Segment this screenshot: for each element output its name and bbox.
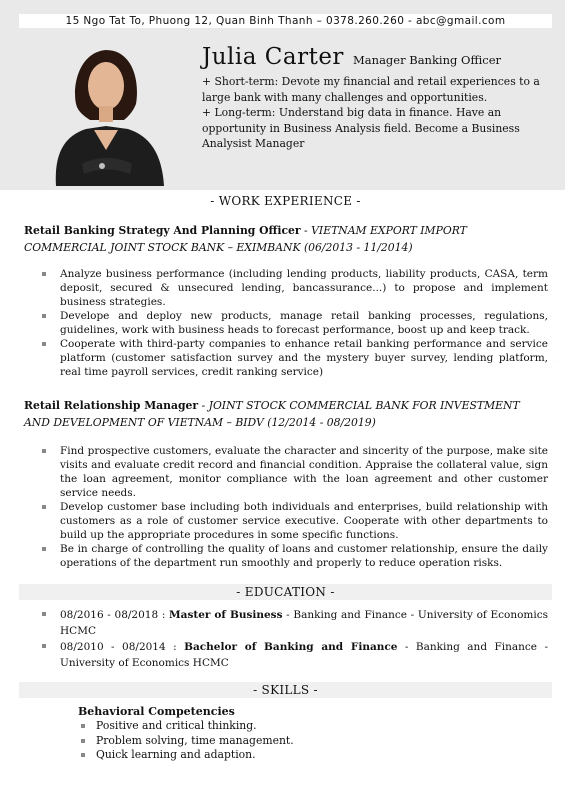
job-1-heading [24, 222, 534, 256]
list-item: Be in charge of controlling the quality of loans and customer relationship, ensure the daily operations of the department run smoothly and properly to reduce operation risks. [40, 542, 548, 570]
job-2-title: Retail Relationship Manager [24, 399, 199, 412]
list-item: Develope and deploy new products, manage retail banking processes, regulations, guidelines, work with business heads to forecast performance, boost up and keep track. [40, 309, 548, 337]
candidate-name: Julia Carter [202, 44, 344, 70]
name-heading [202, 44, 501, 70]
job-1-title: Retail Banking Strategy And Planning Officer [24, 224, 301, 237]
objective-long-term: + Long-term: Understand big data in finance. Have an opportunity in Business Analysis field. Become a Business Analysist Manager [202, 106, 520, 150]
job-1-company: - VIETNAM EXPORT IMPORT COMMERCIAL JOINT STOCK BANK – EXIMBANK (06/2013 - 11/2014) [24, 224, 467, 254]
objective-short-term: + Short-term: Devote my financial and retail experiences to a large bank with many challenges and opportunities. [202, 75, 540, 104]
education-degree: Master of Business [169, 609, 283, 621]
skills-heading: Behavioral Competencies [78, 705, 235, 718]
list-item: Find prospective customers, evaluate the character and sincerity of the purpose, make site visits and evaluate credit record and financial condition. Appraise the collateral value, sign the loan agreement, monitor compliance with the loan agreement and other customer service needs. [40, 444, 548, 500]
education-dates: 08/2016 - 08/2018 : [60, 609, 170, 621]
education-degree: Bachelor of Banking and Finance [184, 641, 398, 653]
list-item: Cooperate with third-party companies to enhance retail banking performance and service platform (customer satisfaction survey and the mystery buyer survey, lending platform, real time payroll services, credit ranking service) [40, 337, 548, 379]
section-education: - EDUCATION - [19, 584, 552, 600]
list-item: Quick learning and adaption. [78, 748, 294, 763]
education-list [40, 607, 548, 671]
education-school: - Banking and Finance - University of Economics HCMC [60, 641, 548, 669]
skills-list [78, 719, 294, 763]
list-item: Problem solving, time management. [78, 734, 294, 749]
list-item: Positive and critical thinking. [78, 719, 294, 734]
education-school: - Banking and Finance - University of Economics HCMC [60, 609, 548, 637]
contact-info: 15 Ngo Tat To, Phuong 12, Quan Binh Thanh – 0378.260.260 - abc@gmail.com [19, 14, 552, 28]
list-item: Analyze business performance (including lending products, liability products, CASA, term deposit, secured & unsecured lending, bancassurance...) to propose and implement business strategies. [40, 267, 548, 309]
section-skills: - SKILLS - [19, 682, 552, 698]
profile-photo [46, 34, 168, 186]
job-2-heading [24, 397, 534, 431]
candidate-role: Manager Banking Officer [353, 53, 502, 67]
job-1-duties [40, 267, 548, 379]
education-dates: 08/2010 - 08/2014 : [60, 641, 185, 653]
list-item [40, 607, 548, 639]
list-item [40, 639, 548, 671]
list-item: Develop customer base including both individuals and enterprises, build relationship with customers as a role of customer service executive. Cooperate with other departments to build up the appropriate procedures in some specific functions. [40, 500, 548, 542]
job-2-company: - JOINT STOCK COMMERCIAL BANK FOR INVESTMENT AND DEVELOPMENT OF VIETNAM – BIDV (12/2014 - 08/2019) [24, 399, 520, 429]
section-work-experience: - WORK EXPERIENCE - [19, 193, 552, 209]
job-2-duties [40, 444, 548, 570]
career-objectives [202, 74, 550, 152]
